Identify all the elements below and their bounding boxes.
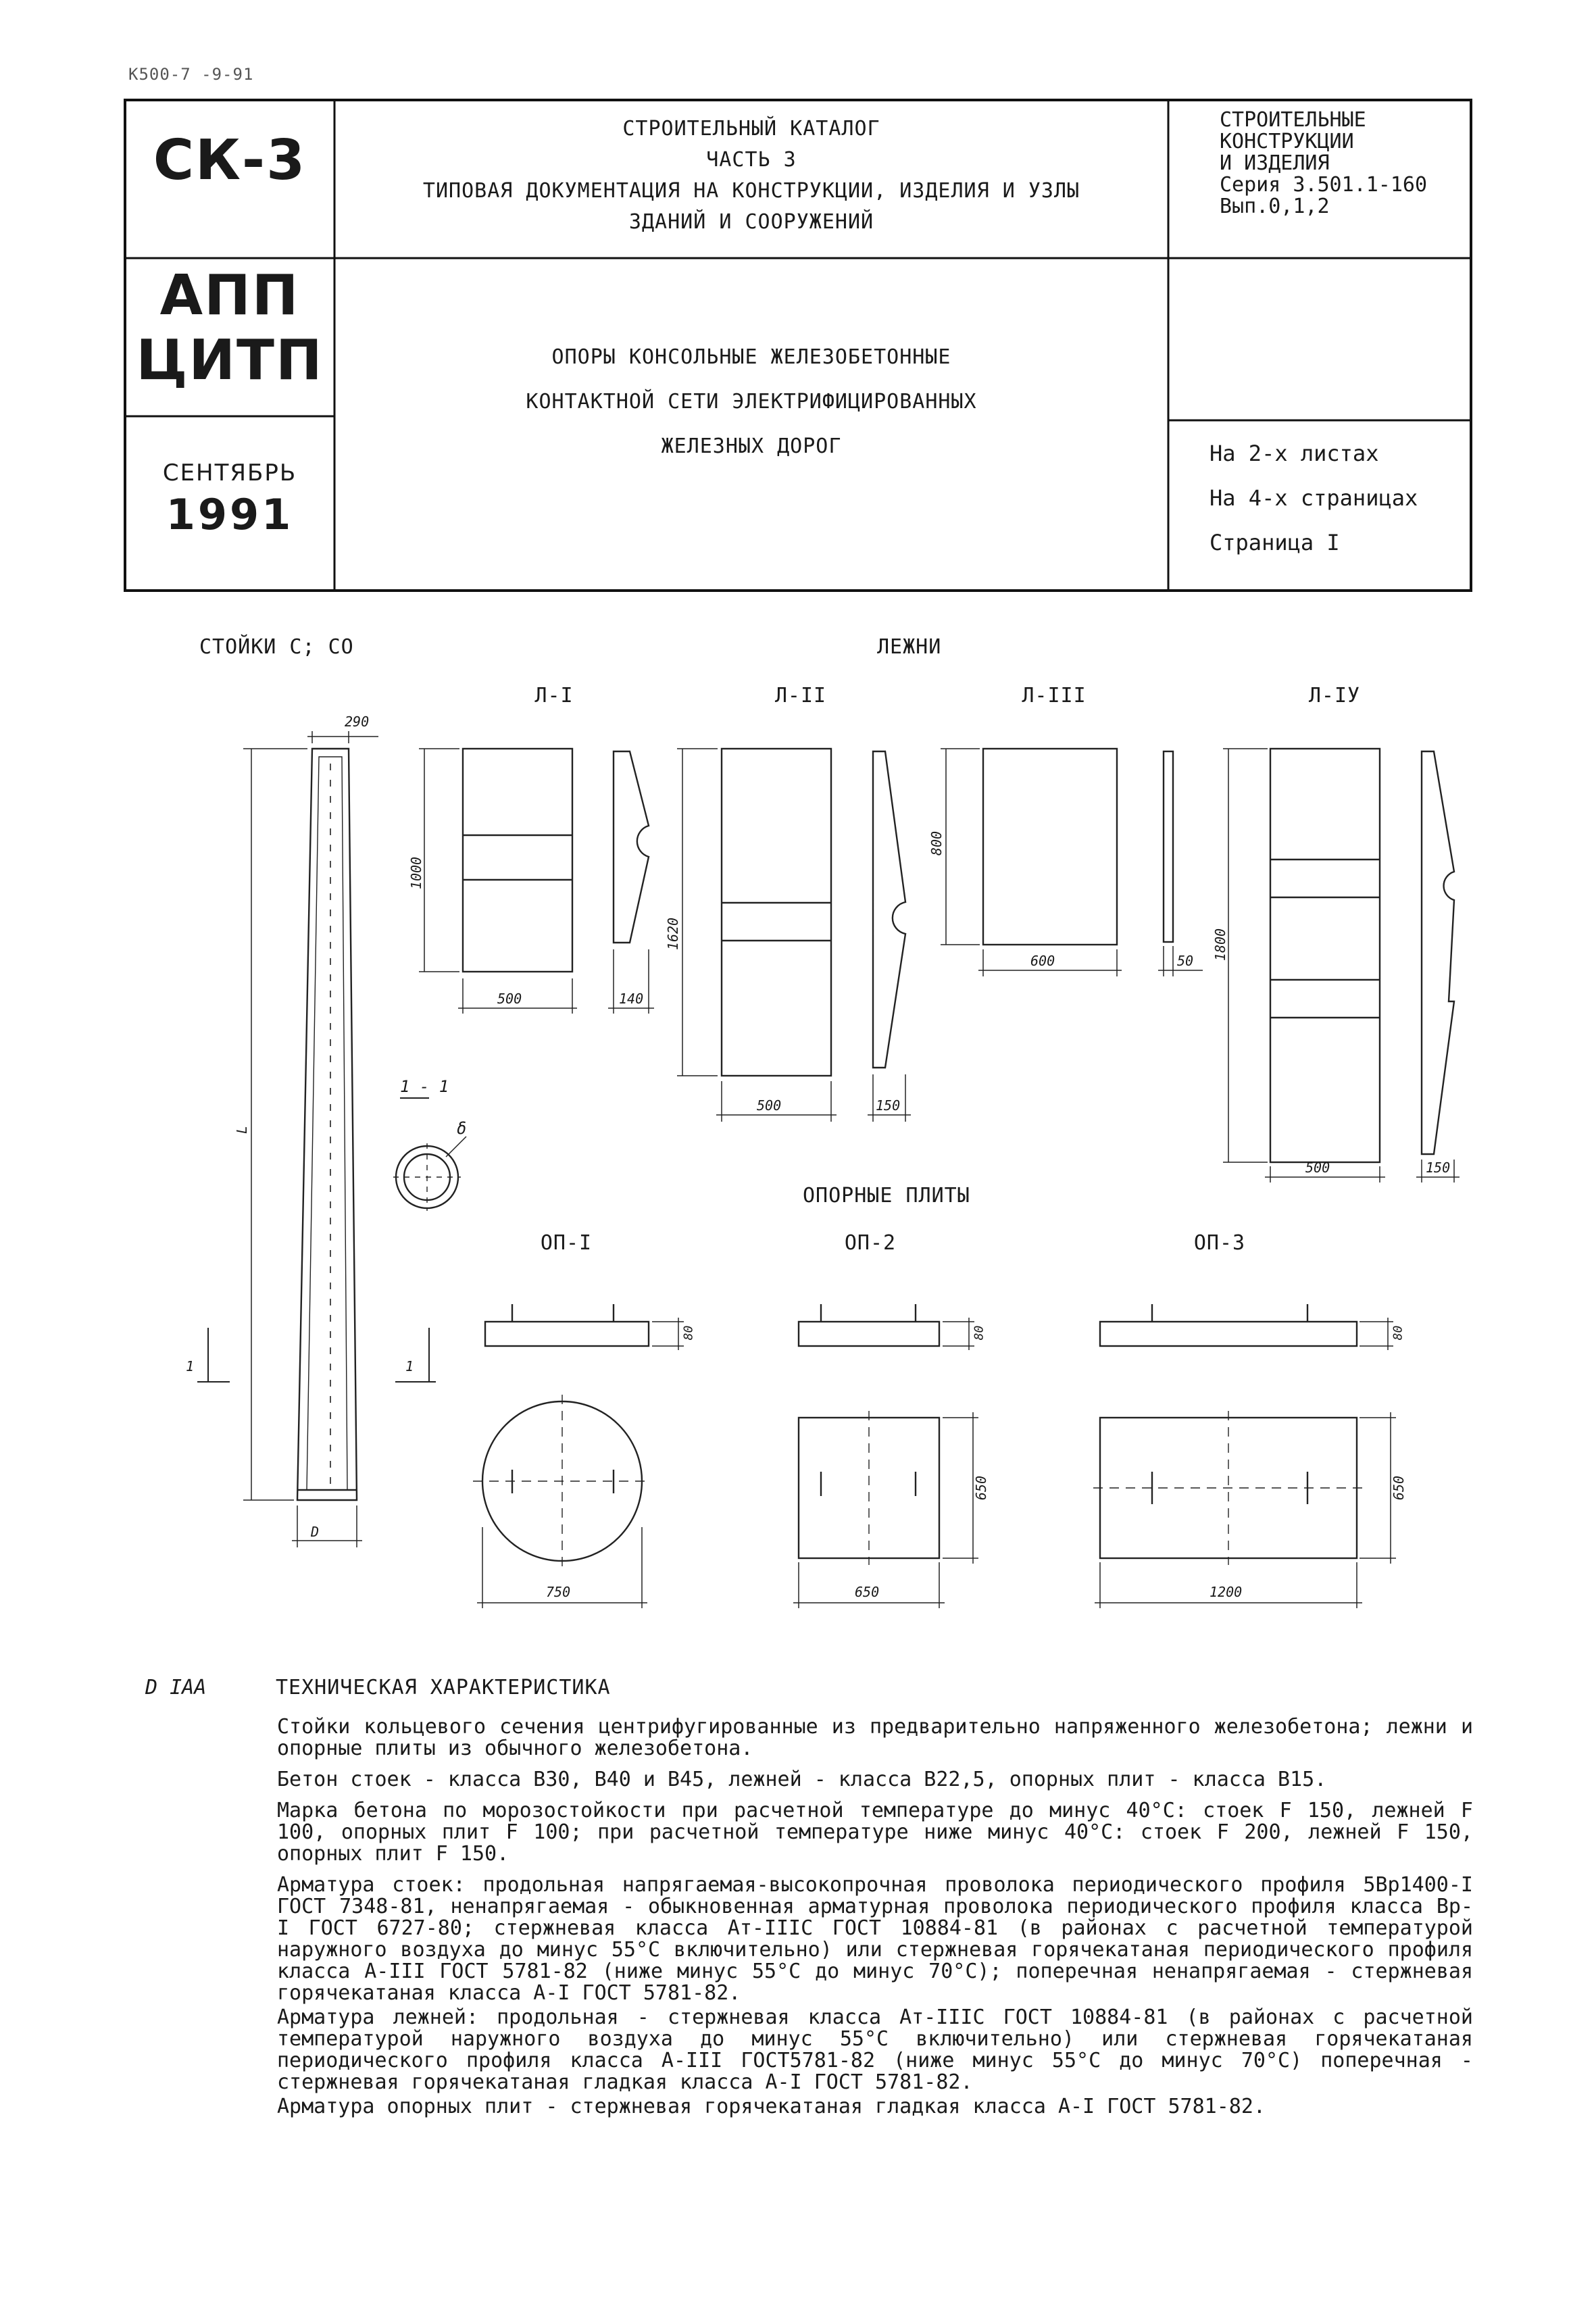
tech-paragraph: Бетон стоек - класса В30, В40 и В45, лежней - класса В22,5, опорных плит - класса В15.: [277, 1768, 1327, 1791]
page-number: Страница I: [1210, 530, 1340, 555]
series-line: Вып.0,1,2: [1220, 195, 1330, 218]
series-line: И ИЗДЕЛИЯ: [1220, 151, 1330, 175]
section-mark-left: 1: [186, 1358, 195, 1374]
sheet-info: [1210, 431, 1418, 565]
l4-height-dim: 1800: [1212, 928, 1229, 962]
sleepers-label: ЛЕЖНИ: [877, 635, 942, 659]
post-top-dim: 290: [345, 714, 370, 730]
catalog-code: СК-3: [153, 128, 307, 193]
sleeper-l4-label: Л-IУ: [1308, 684, 1361, 707]
l3-width-dim: 600: [1030, 953, 1055, 969]
title-line: ОПОРЫ КОНСОЛЬНЫЕ ЖЕЛЕЗОБЕТОННЫЕ: [551, 345, 951, 369]
tech-paragraph: Арматура лежней: продольная - стержневая класса Ат-IIIС ГОСТ 10884-81 (в районах с расчетной температурой наружного воздуха до минус 55°С включительно) или стержневая горячекатаная периодического профиля класса А-III ГОСТ5781-82 (ниже минус 55°С до минус 70°С) поперечная - стержневая горячекатаная гладкая класса А-I ГОСТ 5781-82.: [277, 2006, 1473, 2094]
page-count: На 4-х страницах: [1210, 485, 1418, 511]
title-line: КОНТАКТНОЙ СЕТИ ЭЛЕКТРИФИЦИРОВАННЫХ: [526, 390, 977, 414]
series-line: СТРОИТЕЛЬНЫЕ: [1220, 108, 1366, 132]
op2-height-dim: 650: [973, 1475, 990, 1501]
sleeper-l1: [419, 749, 654, 1014]
l2-thickness-dim: 150: [876, 1097, 901, 1114]
l2-height-dim: 1620: [665, 917, 682, 951]
catalog-line: ТИПОВАЯ ДОКУМЕНТАЦИЯ НА КОНСТРУКЦИИ, ИЗДЕЛИЯ И УЗЛЫ: [422, 179, 1080, 203]
op1-thickness-dim: 80: [681, 1325, 696, 1341]
plate-op3: [1093, 1304, 1396, 1608]
l1-thickness-dim: 140: [619, 991, 644, 1007]
series-info: [1220, 109, 1463, 218]
l1-height-dim: 1000: [408, 856, 425, 890]
op3-width-dim: 1200: [1210, 1584, 1243, 1600]
post-drawing: [197, 731, 436, 1547]
wall-thickness-dim: δ: [457, 1119, 467, 1138]
section-mark-right: 1: [405, 1358, 414, 1374]
classification-index: D IAA: [145, 1676, 207, 1699]
plate-op2: [793, 1304, 978, 1608]
op2-thickness-dim: 80: [972, 1325, 987, 1341]
organization-name: [125, 264, 334, 393]
l1-width-dim: 500: [497, 991, 522, 1007]
document-code: К500-7 -9-91: [128, 65, 254, 84]
plates-label: ОПОРНЫЕ ПЛИТЫ: [803, 1184, 970, 1208]
catalog-title: [336, 114, 1166, 238]
catalog-line: ЧАСТЬ 3: [706, 148, 797, 172]
issue-month: СЕНТЯБРЬ: [162, 459, 297, 487]
post-base-dim: D: [311, 1524, 320, 1540]
plate-op1: [473, 1304, 684, 1608]
sleeper-l2-label: Л-II: [774, 684, 827, 707]
organization-line-2: ЦИТП: [136, 328, 324, 393]
sleeper-l1-label: Л-I: [534, 684, 574, 707]
tech-paragraph: Арматура стоек: продольная напрягаемая-высокопрочная проволока периодического профиля 5Вр1400-I ГОСТ 7348-81, ненапрягаемая - обыкновенная арматурная проволока периодического профиля класса Вр-I ГОСТ 6727-80; стержневая класса Ат-IIIС ГОСТ 10884-81 (в районах с расчетной температурой наружного воздуха до минус 55°С включительно) или стержневая горячекатаная периодического профиля класса А-III ГОСТ 5781-82 (ниже минус 55°С до минус 70°С); поперечная ненапрягаемая - стержневая горячекатаная класса А-I ГОСТ 5781-82.: [277, 1873, 1473, 2005]
l4-width-dim: 500: [1305, 1160, 1330, 1176]
op1-diameter-dim: 750: [546, 1584, 571, 1600]
issue-year: 1991: [166, 490, 294, 539]
post-length-dim: L: [234, 1125, 251, 1135]
sleeper-l3-label: Л-III: [1022, 684, 1087, 707]
l3-thickness-dim: 50: [1177, 953, 1194, 969]
sheet-count: На 2-х листах: [1210, 441, 1379, 466]
series-line: КОНСТРУКЦИИ: [1220, 130, 1354, 153]
series-line: Серия 3.501.1-160: [1220, 173, 1428, 197]
plate-op3-label: ОП-3: [1193, 1231, 1246, 1255]
title-line: ЖЕЛЕЗНЫХ ДОРОГ: [661, 434, 842, 458]
section-ring: [393, 1098, 466, 1211]
sleeper-l4: [1223, 749, 1460, 1183]
sleeper-l2: [677, 749, 911, 1122]
tech-paragraph: Марка бетона по морозостойкости при расчетной температуре до минус 40°С: стоек F 150, лежней F 100, опорных плит F 100; при расчетной температуре ниже минус 40°С: стоек F 200, лежней F 150, опорных плит F 150.: [277, 1799, 1473, 1866]
tech-heading: ТЕХНИЧЕСКАЯ ХАРАКТЕРИСТИКА: [276, 1676, 611, 1699]
l3-height-dim: 800: [928, 830, 945, 856]
op2-width-dim: 650: [855, 1584, 880, 1600]
document-title: [336, 335, 1166, 469]
organization-line-1: АПП: [159, 264, 300, 328]
op3-thickness-dim: 80: [1391, 1325, 1405, 1341]
l4-thickness-dim: 150: [1426, 1160, 1451, 1176]
l2-width-dim: 500: [757, 1097, 782, 1114]
catalog-line: ЗДАНИЙ И СООРУЖЕНИЙ: [628, 210, 874, 234]
tech-paragraph: Арматура опорных плит - стержневая горячекатаная гладкая класса А-I ГОСТ 5781-82.: [277, 2095, 1266, 2118]
posts-label: СТОЙКИ С; СО: [199, 635, 354, 659]
sleeper-l3: [941, 749, 1203, 976]
section-label: 1 - 1: [400, 1077, 449, 1096]
catalog-line: СТРОИТЕЛЬНЫЙ КАТАЛОГ: [622, 117, 880, 141]
tech-description: [277, 1716, 1473, 2118]
op3-height-dim: 650: [1391, 1475, 1407, 1501]
plate-op1-label: ОП-I: [540, 1231, 593, 1255]
tech-paragraph: Стойки кольцевого сечения центрифугированные из предварительно напряженного железобетона; лежни и опорные плиты из обычного железобетона.: [277, 1715, 1473, 1760]
plate-op2-label: ОП-2: [844, 1231, 897, 1255]
